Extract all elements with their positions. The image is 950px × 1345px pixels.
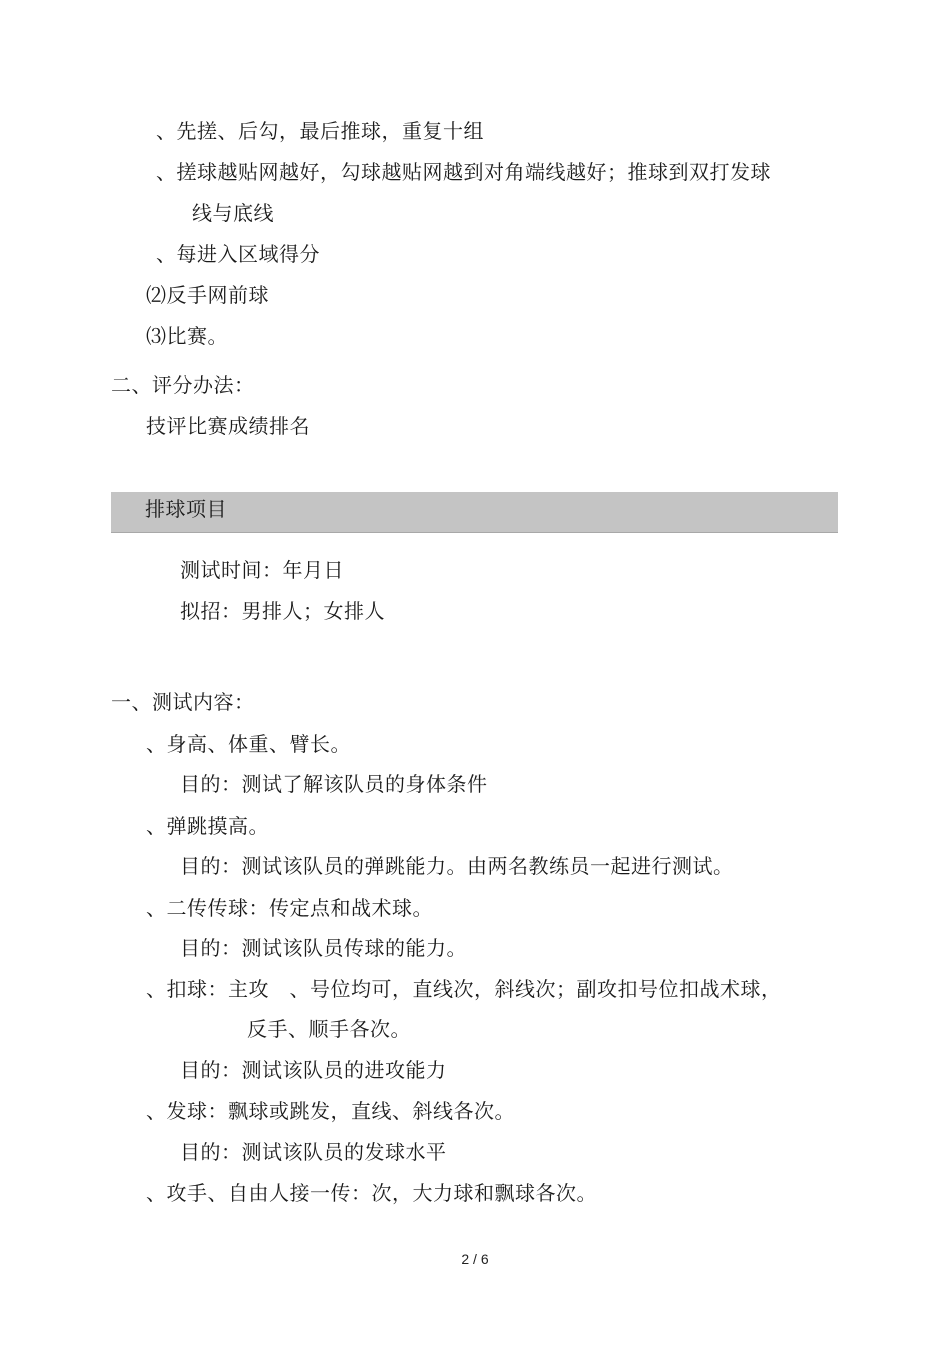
test-item-purpose: 目的：测试该队员的弹跳能力。由两名教练员一起进行测试。 — [180, 854, 734, 878]
match-item: ⑶比赛。 — [146, 324, 228, 348]
test-item-spiking-continuation: 反手、顺手各次。 — [247, 1017, 411, 1041]
test-item-purpose: 目的：测试该队员的进攻能力 — [180, 1058, 447, 1082]
test-time: 测试时间：年月日 — [180, 558, 344, 582]
test-item-reception: 、攻手、自由人接一传：次，大力球和飘球各次。 — [146, 1181, 597, 1205]
test-item-jump-reach: 、弹跳摸高。 — [146, 814, 269, 838]
test-item-purpose: 目的：测试该队员的发球水平 — [180, 1140, 447, 1164]
drill-step-list-item: 、先搓、后勾，最后推球，重复十组 — [156, 119, 484, 143]
test-item-purpose: 目的：测试了解该队员的身体条件 — [180, 772, 488, 796]
test-item-serving: 、发球：飘球或跳发，直线、斜线各次。 — [146, 1099, 515, 1123]
test-item-setting: 、二传传球：传定点和战术球。 — [146, 896, 433, 920]
test-item-body-measurements: 、身高、体重、臂长。 — [146, 732, 351, 756]
test-item-purpose: 目的：测试该队员传球的能力。 — [180, 936, 467, 960]
test-item-spiking: 、扣球：主攻 、号位均可，直线次，斜线次；副攻扣号位扣战术球， — [146, 977, 782, 1001]
drill-requirement-continuation: 线与底线 — [192, 201, 274, 225]
drill-scoring-list-item: 、每进入区域得分 — [156, 242, 320, 266]
recruit-quota: 拟招：男排人；女排人 — [180, 599, 385, 623]
scoring-method-text: 技评比赛成绩排名 — [146, 414, 310, 438]
volleyball-section-title: 排球项目 — [145, 497, 227, 521]
volleyball-section-header — [111, 492, 838, 533]
scoring-method-heading: 二、评分办法： — [111, 373, 255, 397]
test-content-heading: 一、测试内容： — [111, 690, 255, 714]
page-number: 2 / 6 — [461, 1251, 489, 1267]
drill-requirement-list-item: 、搓球越贴网越好，勾球越贴网越到对角端线越好；推球到双打发球 — [156, 160, 771, 184]
backhand-net-shot-item: ⑵反手网前球 — [146, 283, 269, 307]
